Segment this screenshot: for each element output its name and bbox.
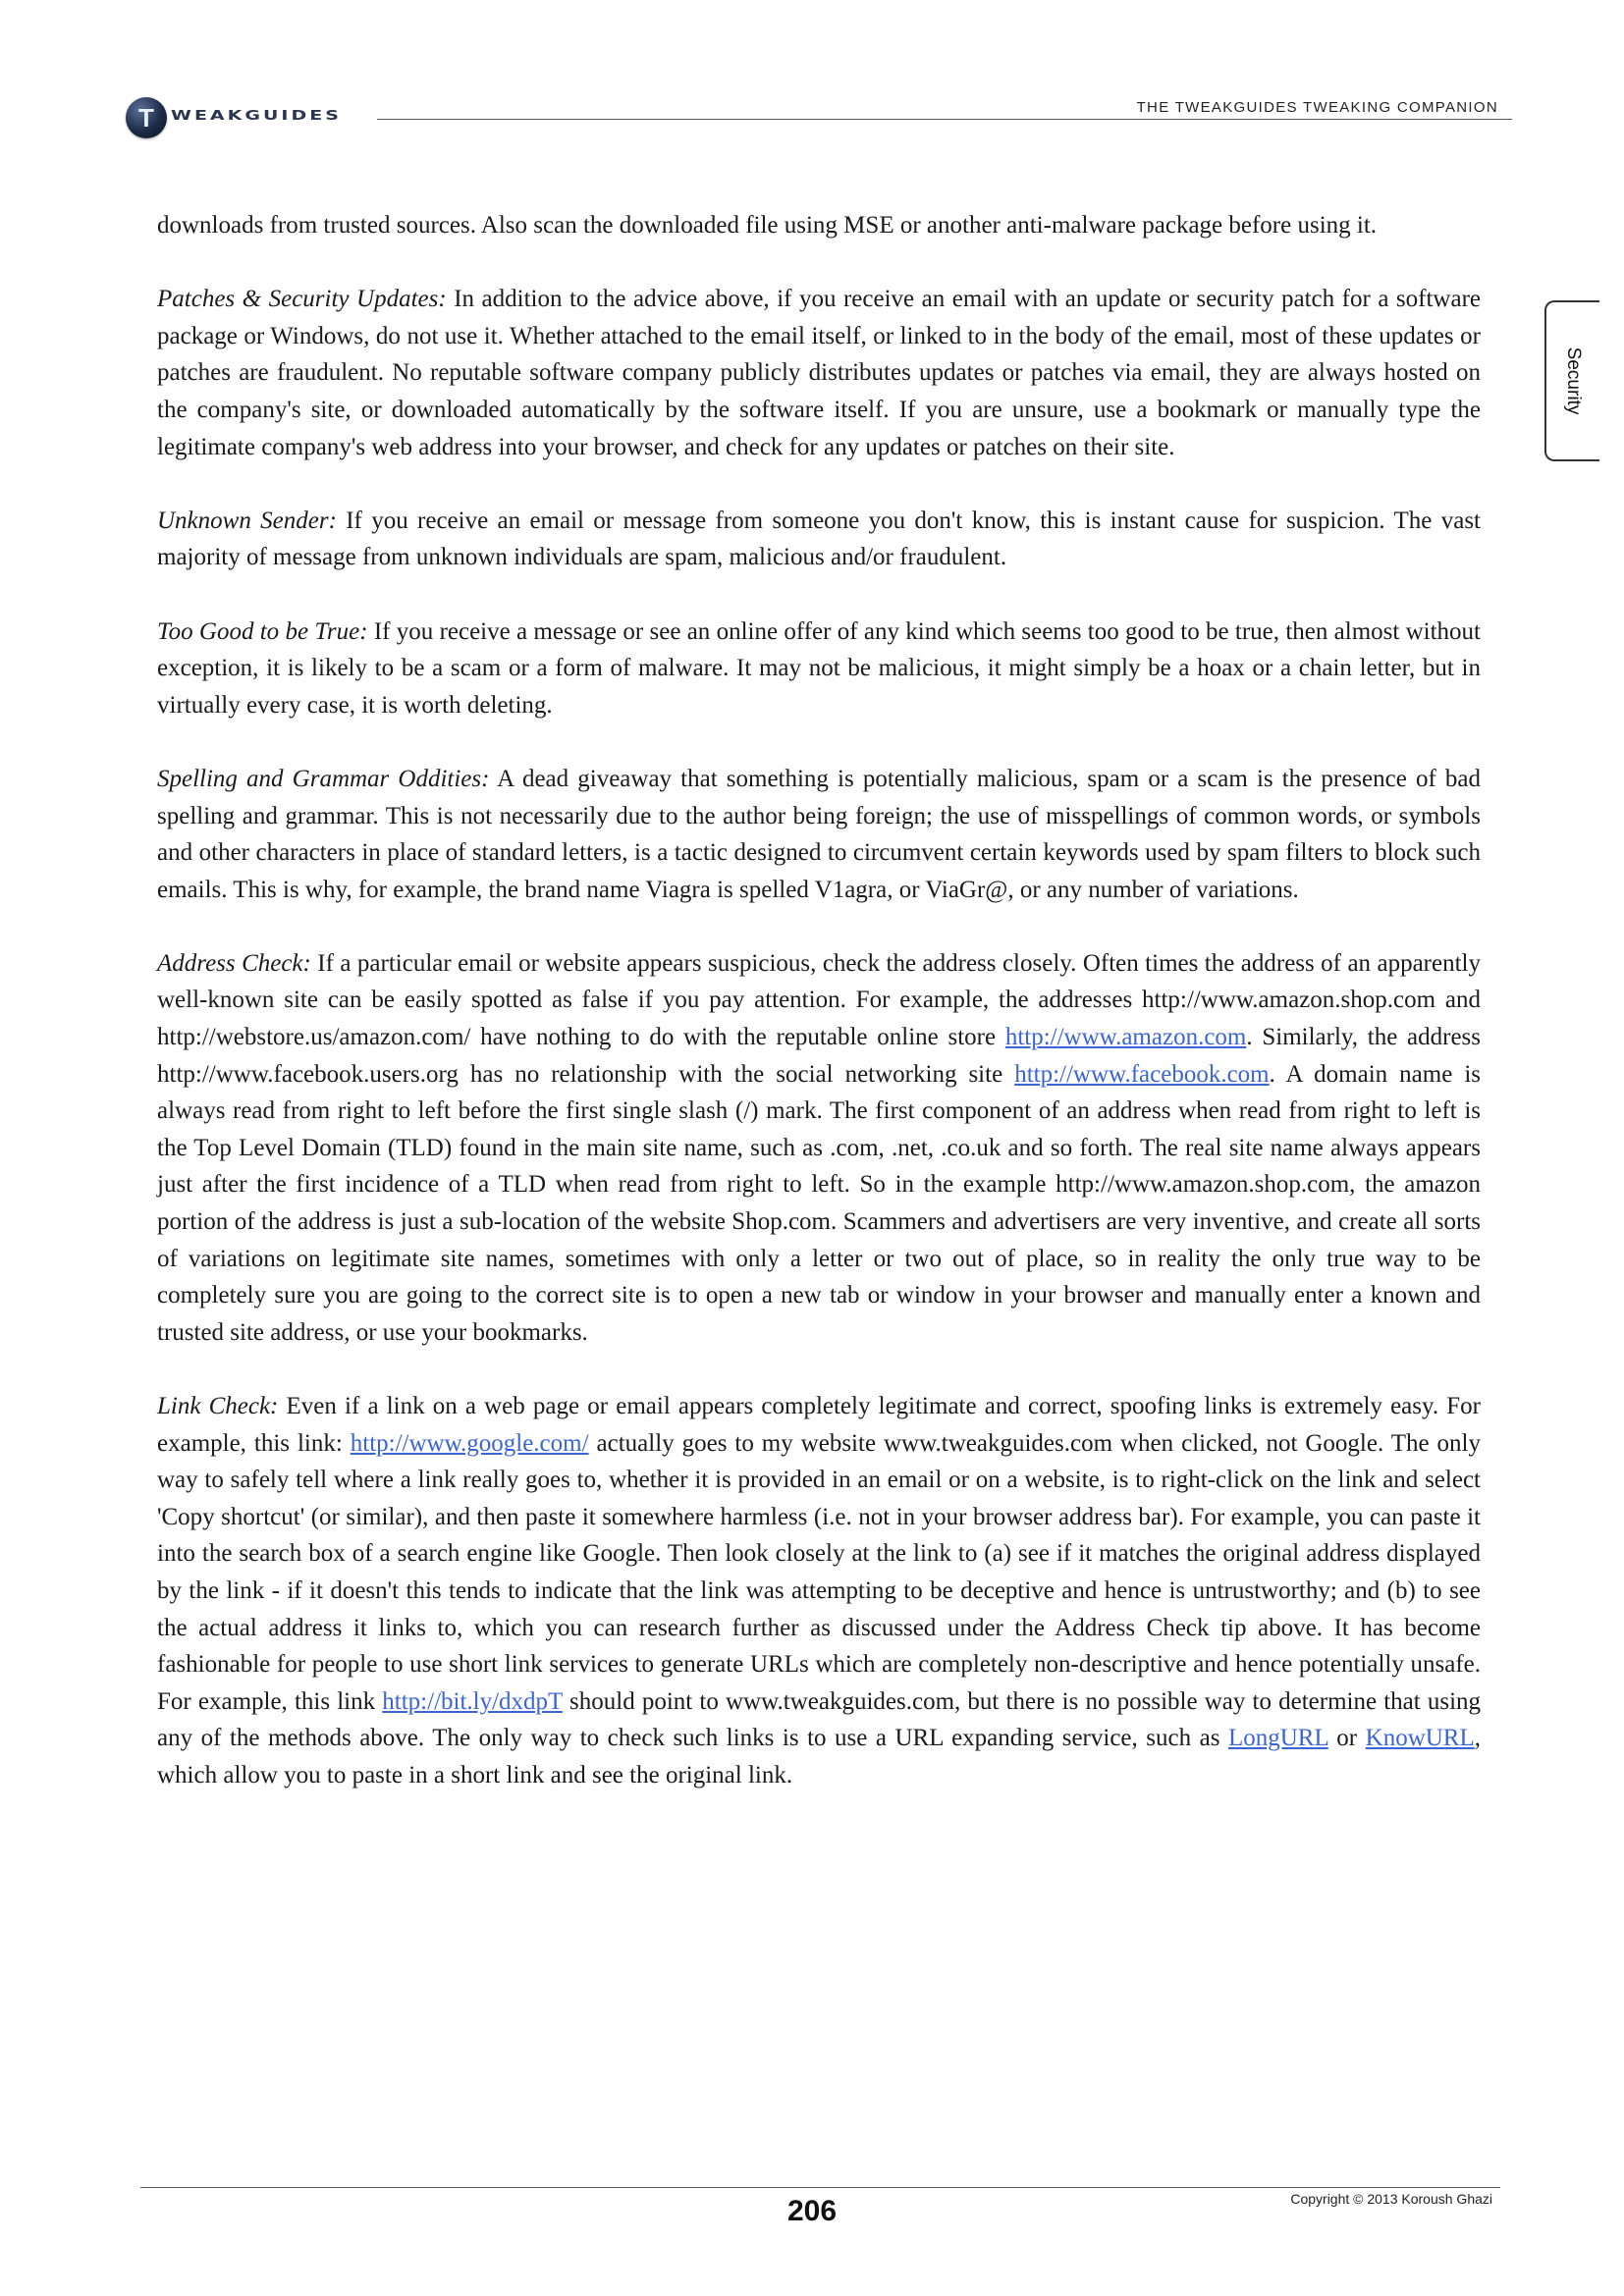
- footer-divider: [140, 2187, 1500, 2188]
- link-longurl[interactable]: LongURL: [1227, 1725, 1328, 1752]
- paragraph-lead: Patches & Security Updates:: [157, 286, 447, 313]
- paragraph-lead: Spelling and Grammar Oddities:: [157, 765, 490, 792]
- page-body: [157, 207, 1481, 1831]
- section-tab-label: Security: [1563, 347, 1584, 415]
- copyright-notice: Copyright © 2013 Koroush Ghazi: [1290, 2191, 1492, 2207]
- paragraph-unknown-sender: Unknown Sender: If you receive an email or message from someone you don't know, this is instant cause for suspicion. The vast majority of message from unknown individuals are spam, malicious and/or fraudulent.: [157, 507, 1481, 571]
- header-title: THE TWEAKGUIDES TWEAKING COMPANION: [1136, 99, 1498, 116]
- paragraph-spelling: Spelling and Grammar Oddities: A dead giveaway that something is potentially malicious, spam or a scam is the presence of bad spelling and grammar. This is not necessarily due to the author being foreign; the use of misspellings of common words, or symbols and other characters in place of standard letters, is a tactic designed to circumvent certain keywords used by spam filters to block such emails. This is why, for example, the brand name Viagra is spelled V1agra, or ViaGr@, or any number of variations.: [157, 765, 1481, 903]
- paragraph-lead: Too Good to be True:: [157, 617, 368, 645]
- link-amazon[interactable]: http://www.amazon.com: [1004, 1024, 1247, 1051]
- link-knowurl[interactable]: KnowURL: [1365, 1725, 1475, 1752]
- paragraph-address-check: Address Check: If a particular email or website appears suspicious, check the address closely. Often times the address of an apparently well-known site can be easily spotted as false if you pay attention. For example, the addresses http://www.amazon.shop.com and http://webstore.us/amazon.com/ have nothing to do with the reputable online store http://www.amazon.com. Similarly, the address http://www.facebook.users.org has no relationship with the social networking site http://www.facebook.com. A domain name is always read from right to left before the first single slash (/) mark. The first component of an address when read from right to left is the Top Level Domain (TLD) found in the main site name, such as .com, .net, .co.uk and so forth. The real site name always appears just after the first incidence of a TLD when read from right to left. So in the example http://www.amazon.shop.com, the amazon portion of the address is just a sub-location of the website Shop.com. Scammers and advertisers are very inventive, and create all sorts of variations on legitimate site names, sometimes with only a letter or two out of place, so in reality the only true way to be completely sure you are going to the correct site is to open a new tab or window in your browser and manually enter a known and trusted site address, or use your bookmarks.: [157, 949, 1482, 1346]
- link-facebook[interactable]: http://www.facebook.com: [1014, 1060, 1270, 1088]
- paragraph-patches: Patches & Security Updates: In addition to the advice above, if you receive an email with an update or security patch for a software package or Windows, do not use it. Whether attached to the email itself, or linked to in the body of the email, most of these updates or patches are fraudulent. No reputable software company publicly distributes updates or patches via email, they are always hosted on the company's site, or downloaded automatically by the software itself. If you are unsure, use a bookmark or manually type the legitimate company's web address into your browser, and check for any updates or patches on their site.: [157, 286, 1481, 460]
- section-tab-security[interactable]: [1544, 300, 1599, 461]
- page-number: 206: [786, 2195, 838, 2227]
- paragraph-lead: Address Check:: [157, 949, 311, 977]
- logo-letter: T: [138, 103, 154, 133]
- paragraph-intro: downloads from trusted sources. Also scan the downloaded file using MSE or another anti-malware package before using it.: [157, 212, 1378, 239]
- paragraph-too-good: Too Good to be True: If you receive a message or see an online offer of any kind which seems too good to be true, then almost without exception, it is likely to be a scam or a form of malware. It may not be malicious, it might simply be a hoax or a chain letter, but in virtually every case, it is worth deleting.: [157, 617, 1481, 719]
- paragraph-lead: Link Check:: [157, 1393, 279, 1419]
- link-bitly[interactable]: http://bit.ly/dxdpT: [382, 1687, 563, 1715]
- header-divider: [377, 119, 1512, 120]
- paragraph-lead: Unknown Sender:: [157, 507, 337, 534]
- paragraph-link-check: Link Check: Even if a link on a web page or email appears completely legitimate and correct, spoofing links is extremely easy. For example, this link: http://www.google.com/ actually goes to my website www.tweakguides.com when clicked, not Google. The only way to safely tell where a link really goes to, whether it is provided in an email or on a website, is to right-click on the link and select 'Copy shortcut' (or similar), and then paste it somewhere harmless (i.e. not in your browser address bar). For example, you can paste it into the search box of a search engine like Google. Then look closely at the link to (a) see if it matches the original address displayed by the link - if it doesn't this tends to indicate that the link was attempting to be deceptive and hence is untrustworthy; and (b) to see the actual address it links to, which you can research further as discussed under the Address Check tip above. It has become fashionable for people to use short link services to generate URLs which are completely non-descriptive and hence potentially unsafe. For example, this link http://bit.ly/dxdpT should point to www.tweakguides.com, but there is no possible way to determine that using any of the methods above. The only way to check such links is to use a URL expanding service, such as LongURL or KnowURL, which allow you to paste in a short link and see the original link.: [157, 1393, 1482, 1789]
- logo-wordmark: WEAKGUIDES: [171, 108, 342, 124]
- link-google[interactable]: http://www.google.com/: [350, 1429, 589, 1457]
- page-header: [126, 94, 1512, 143]
- tweakguides-logo: [126, 94, 361, 143]
